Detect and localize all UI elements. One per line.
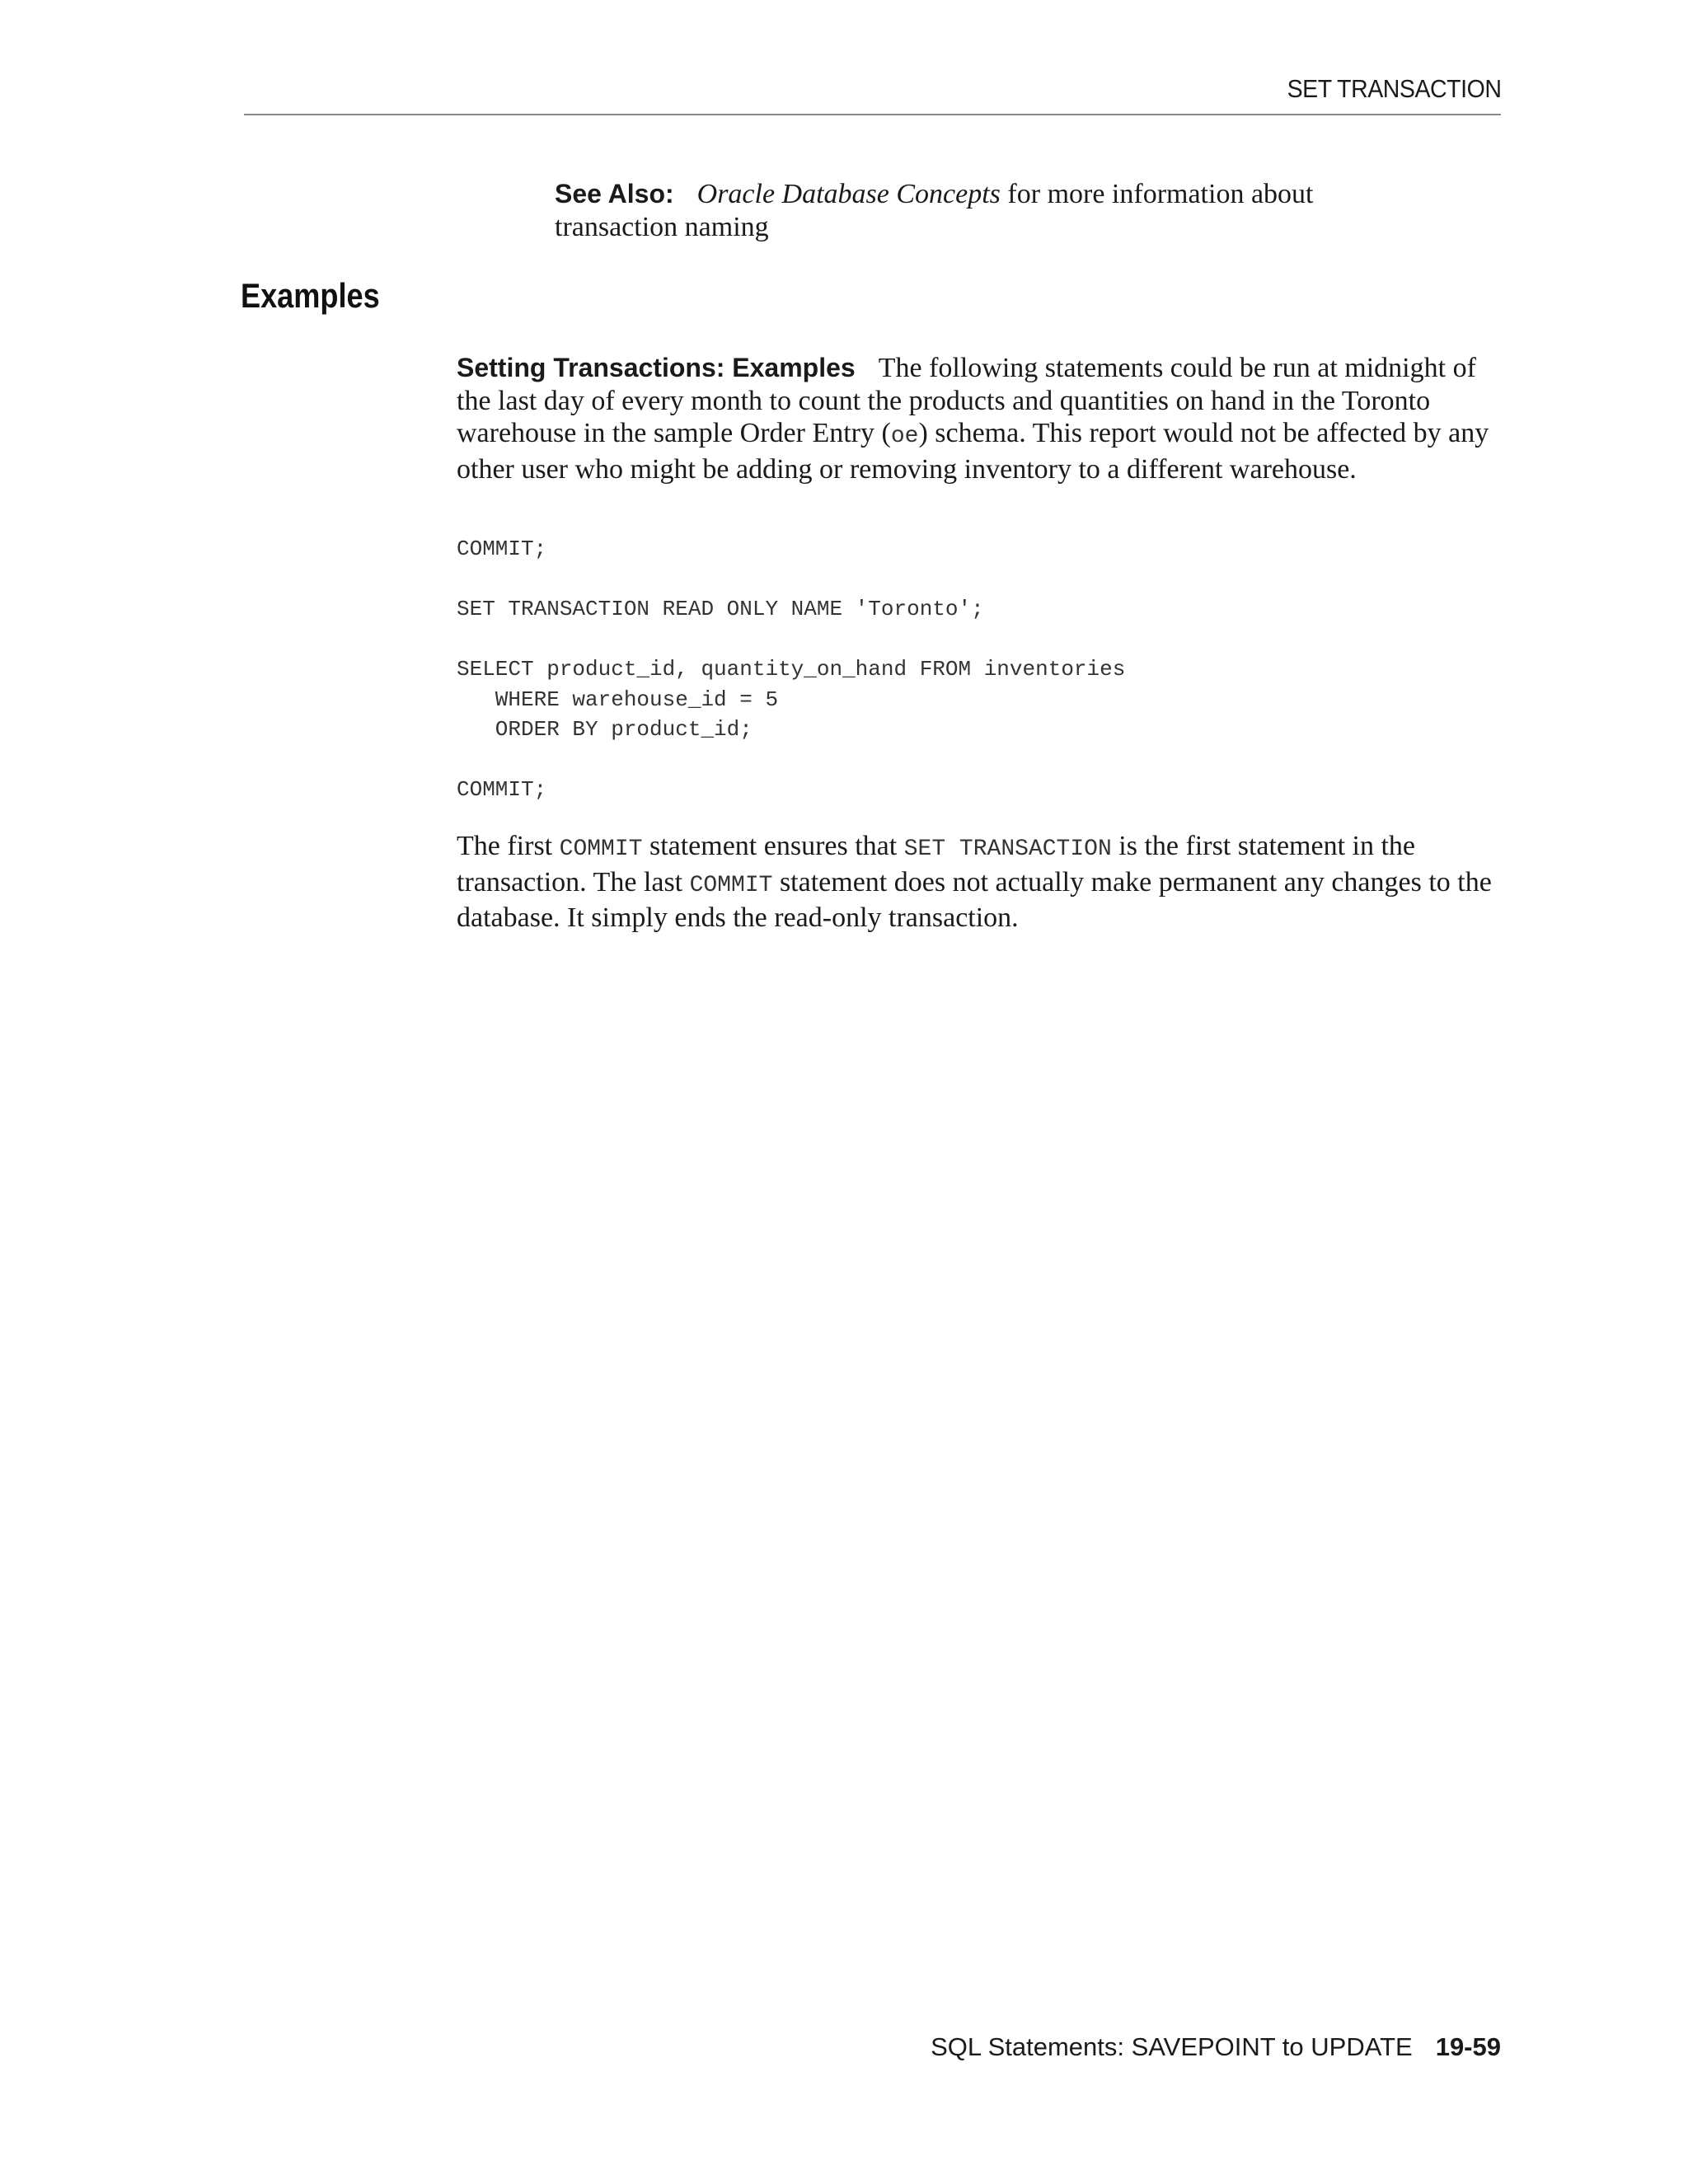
code-block xyxy=(457,534,1125,805)
closing-paragraph xyxy=(457,830,1507,935)
code-line xyxy=(457,745,1125,776)
inline-code-set-transaction: SET TRANSACTION xyxy=(903,837,1112,862)
see-also-text: for more information about transaction naming xyxy=(555,179,1314,242)
running-header: SET TRANSACTION xyxy=(1287,74,1501,103)
footer-section-title: SQL Statements: SAVEPOINT to UPDATE xyxy=(931,2032,1413,2061)
code-line: SET TRANSACTION READ ONLY NAME 'Toronto'; xyxy=(457,597,984,621)
code-line: COMMIT; xyxy=(457,777,547,802)
code-line: COMMIT; xyxy=(457,537,547,561)
page-footer xyxy=(931,2032,1501,2062)
inline-code-commit: COMMIT xyxy=(559,837,643,862)
see-also-book-title: Oracle Database Concepts xyxy=(696,179,1001,209)
example-text-after-code: ) schema. This report would not be affected by any other user who might be adding or removing inventory to a different warehouse. xyxy=(457,418,1489,485)
example-paragraph xyxy=(457,352,1507,485)
page-number: 19-59 xyxy=(1435,2032,1501,2061)
see-also-note xyxy=(555,177,1371,244)
code-line: ORDER BY product_id; xyxy=(457,717,753,742)
header-divider xyxy=(244,114,1501,115)
closing-text-1: The first xyxy=(457,831,560,861)
schema-code: oe xyxy=(890,424,919,449)
example-run-in-title: Setting Transactions: Examples xyxy=(457,353,856,382)
inline-code-commit: COMMIT xyxy=(689,872,773,898)
code-line xyxy=(457,625,1125,655)
code-line: WHERE warehouse_id = 5 xyxy=(457,687,779,712)
code-line: SELECT product_id, quantity_on_hand FROM inventories xyxy=(457,657,1126,682)
code-line xyxy=(457,565,1125,595)
see-also-label: See Also: xyxy=(555,179,674,209)
section-heading: Examples xyxy=(241,276,380,315)
closing-text-2: statement ensures that xyxy=(642,831,904,861)
closing-text-4: statement does not actually make permanent any changes to the database. It simply ends the read-only transaction. xyxy=(457,866,1492,933)
example-text-before-code: The following statements could be run at midnight of the last day of every month to count the products and quantities on hand in the Toronto warehouse in the sample Order Entry ( xyxy=(457,353,1476,448)
closing-text-3: is the first statement in the transaction. The last xyxy=(457,831,1416,898)
